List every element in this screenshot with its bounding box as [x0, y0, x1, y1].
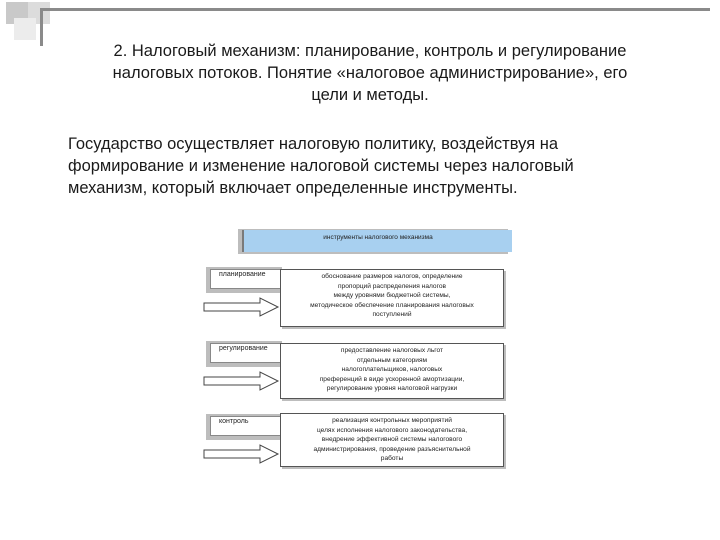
- desc-line: обоснование размеров налогов, определение: [321, 273, 463, 280]
- decor-square: [14, 18, 36, 40]
- arrow-right-icon: [202, 371, 282, 391]
- decor-rule-vertical: [40, 8, 43, 46]
- body-line: Государство осуществляет налоговую политику, воздействуя на: [68, 135, 558, 153]
- desc-line: поступлений: [372, 311, 412, 318]
- desc-line: преференций в виде ускоренной амортизации,: [319, 375, 465, 383]
- desc-line: реализация контрольных мероприятий: [332, 417, 452, 424]
- row-desc-regulation: [280, 343, 504, 399]
- body-line: механизм, который включает определенные инструменты.: [68, 179, 518, 197]
- row-desc-control: [280, 413, 504, 467]
- row-label-planning: планирование: [210, 269, 284, 289]
- arrow-right-icon: [202, 297, 282, 317]
- arrow-right-icon: [202, 444, 282, 464]
- slide-title: [60, 40, 680, 106]
- row-desc-planning: [280, 269, 504, 327]
- desc-line: предоставление налоговых льгот: [340, 347, 444, 354]
- diagram-header: инструменты налогового механизма: [242, 230, 512, 252]
- desc-line: пропорций распределения налогов: [337, 282, 447, 290]
- desc-line: между уровнями бюджетной системы,: [333, 292, 451, 299]
- title-line: 2. Налоговый механизм: планирование, контроль и регулирование: [113, 42, 627, 60]
- decor-rule-horizontal: [40, 8, 710, 11]
- desc-line: работы: [380, 455, 404, 462]
- desc-line: внедрение эффективной системы налогового: [321, 436, 463, 443]
- desc-line: целях исполнения налогового законодательства,: [316, 426, 468, 434]
- row-label-regulation: регулирование: [210, 343, 284, 363]
- desc-line: администрирования, проведение разъяснительной: [313, 445, 471, 453]
- tax-mechanism-diagram: [200, 225, 530, 475]
- desc-line: отдельным категориям: [356, 356, 428, 364]
- desc-line: регулирование уровня налоговой нагрузки: [326, 385, 458, 392]
- slide-body-text: [68, 133, 668, 199]
- desc-line: налогоплательщиков, налоговых: [341, 366, 443, 373]
- title-line: налоговых потоков. Понятие «налоговое администрирование», его: [112, 64, 628, 82]
- desc-line: методическое обеспечение планирования налоговых: [310, 301, 474, 309]
- row-label-control: контроль: [210, 416, 284, 436]
- body-line: формирование и изменение налоговой системы через налоговый: [68, 157, 574, 175]
- title-line: цели и методы.: [311, 86, 429, 104]
